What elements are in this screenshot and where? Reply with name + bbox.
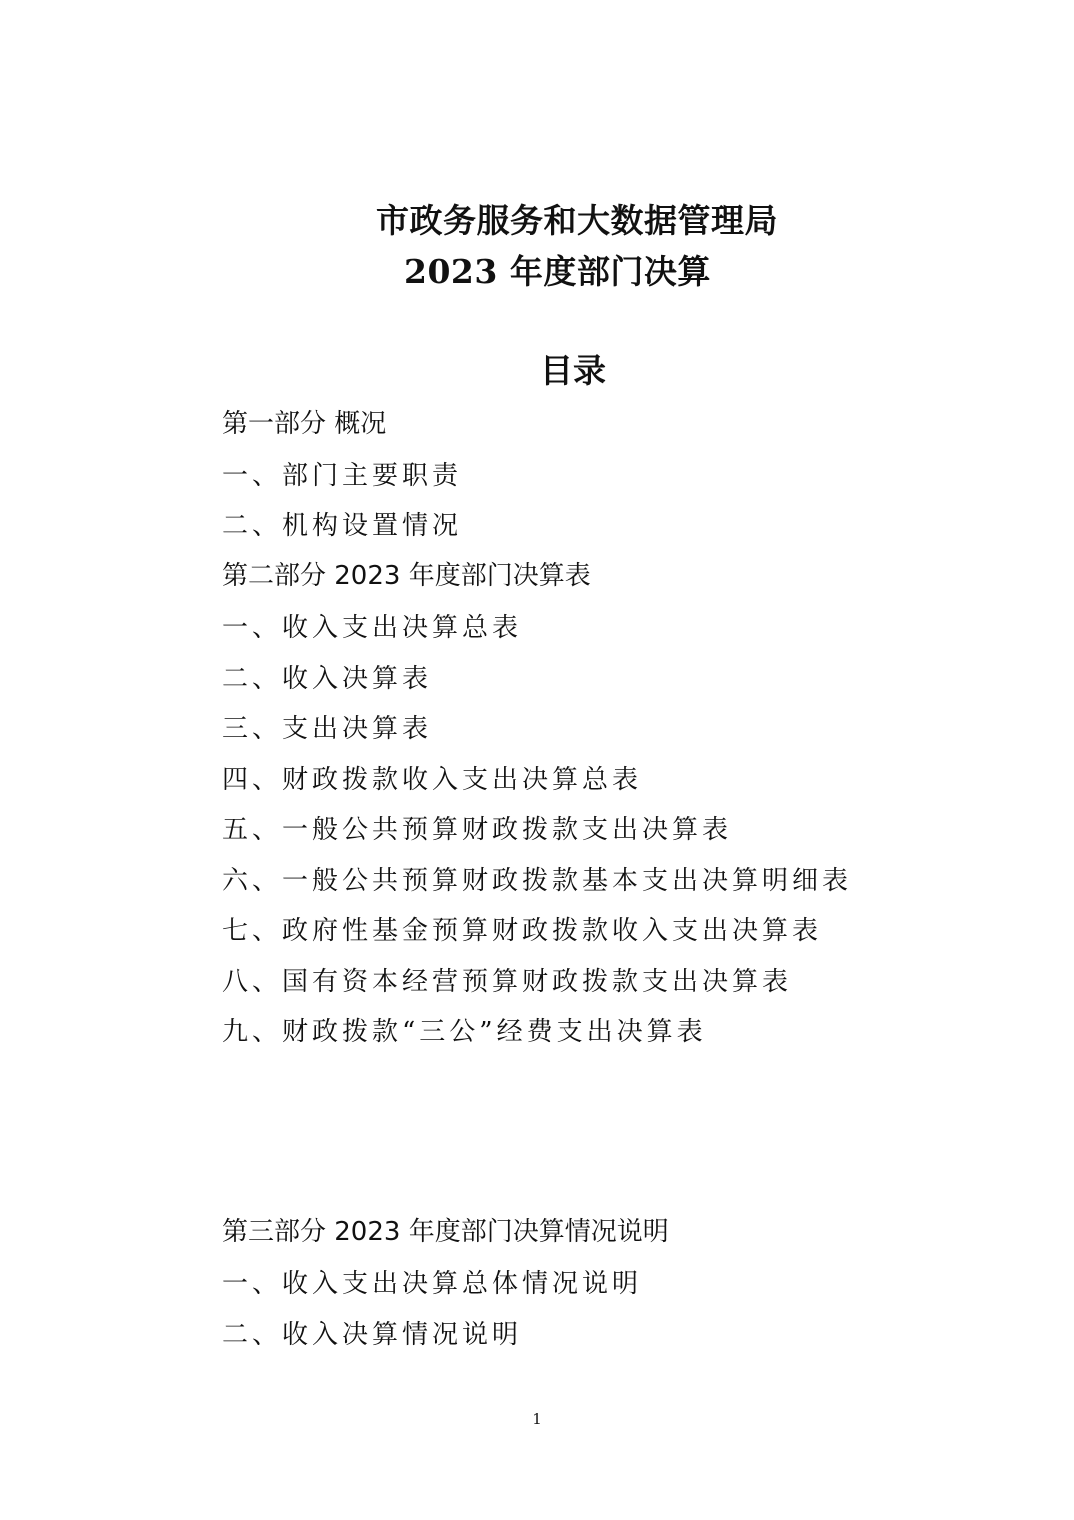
toc-item: 二、收入决算情况说明 bbox=[222, 1320, 523, 1350]
toc-item: 二、收入决算表 bbox=[222, 664, 433, 694]
toc-part2-heading: 第二部分 2023 年度部门决算表 bbox=[222, 561, 591, 591]
toc-item: 一、收入支出决算总体情况说明 bbox=[222, 1269, 643, 1299]
toc-item: 一、部门主要职责 bbox=[222, 461, 463, 491]
toc-part1-heading: 第一部分 概况 bbox=[222, 409, 387, 439]
toc-item: 三、支出决算表 bbox=[222, 714, 433, 744]
page-number: 1 bbox=[532, 1410, 542, 1428]
toc-item: 四、财政拨款收入支出决算总表 bbox=[222, 765, 643, 795]
toc-heading: 目录 bbox=[540, 351, 606, 390]
toc-item: 二、机构设置情况 bbox=[222, 511, 463, 541]
toc-item: 一、收入支出决算总表 bbox=[222, 613, 523, 643]
document-title-line-2: 2023 年度部门决算 bbox=[404, 252, 711, 291]
toc-item: 五、一般公共预算财政拨款支出决算表 bbox=[222, 815, 733, 845]
toc-item: 六、一般公共预算财政拨款基本支出决算明细表 bbox=[222, 866, 853, 896]
toc-item: 七、政府性基金预算财政拨款收入支出决算表 bbox=[222, 916, 823, 946]
toc-item: 八、国有资本经营预算财政拨款支出决算表 bbox=[222, 967, 793, 997]
toc-part3-heading: 第三部分 2023 年度部门决算情况说明 bbox=[222, 1217, 669, 1247]
toc-item: 九、财政拨款“三公”经费支出决算表 bbox=[222, 1017, 707, 1047]
document-title-line-1: 市政务服务和大数据管理局 bbox=[376, 201, 778, 240]
